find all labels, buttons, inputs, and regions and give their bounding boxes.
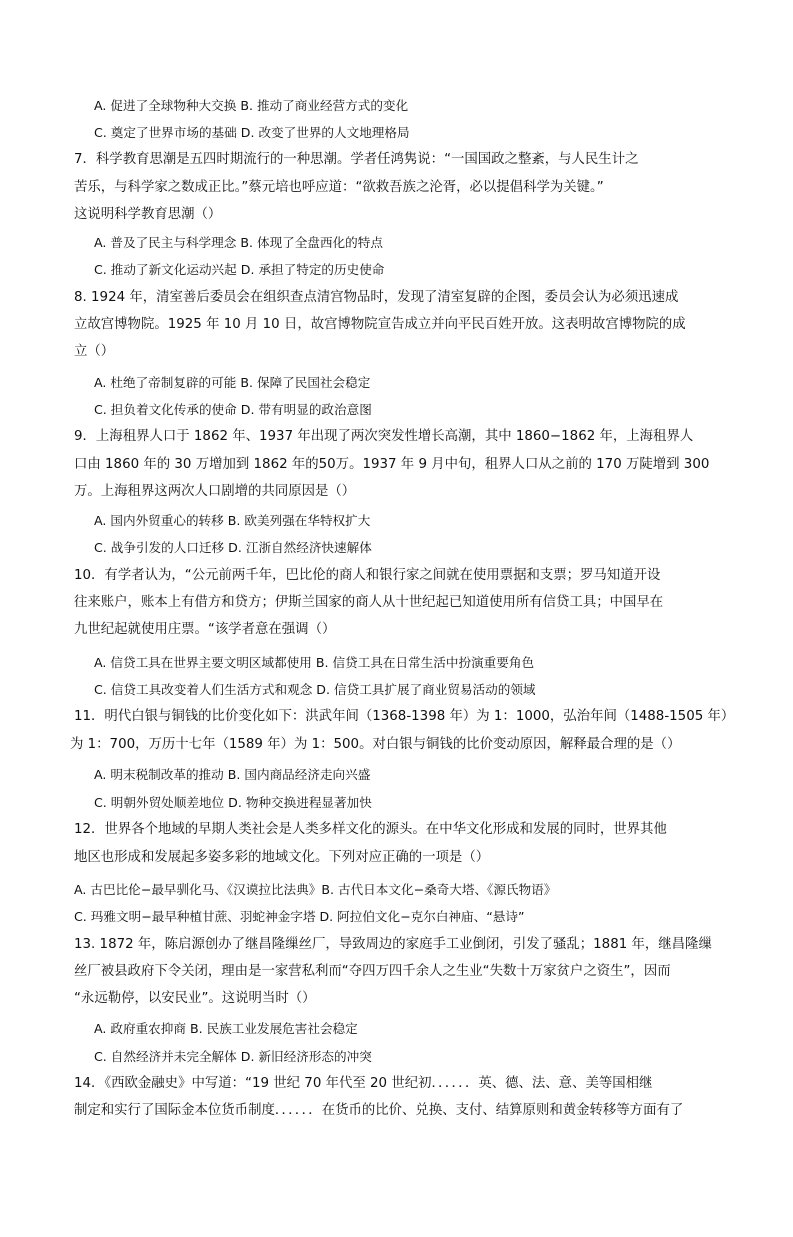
- q8-stem-line1: 8. 1924 年，清室善后委员会在组织查点清宫物品时，发现了清室复辟的企图，委员会认为必须迅速成: [74, 290, 679, 305]
- q11-options-ab: A. 明末税制改革的推动 B. 国内商品经济走向兴盛: [94, 767, 371, 782]
- q8-options-ab: A. 杜绝了帝制复辟的可能 B. 保障了民国社会稳定: [94, 375, 371, 390]
- q14-stem-line1: 14．《西欧金融史》中写道：“19 世纪 70 年代至 20 世纪初．．．．．．英、德、法、意、美等国相继: [74, 1076, 653, 1091]
- q8-stem-line2: 立故宫博物院。1925 年 10 月 10 日，故宫博物院宣告成立并向平民百姓开放。这表明故宫博物院的成: [74, 317, 686, 332]
- q7-options-cd: C. 推动了新文化运动兴起 D. 承担了特定的历史使命: [94, 262, 385, 277]
- q13-stem-line3: “永远勒停，以安民业”。这说明当时（）: [74, 991, 316, 1006]
- q9-options-cd: C. 战争引发的人口迁移 D. 江浙自然经济快速解体: [94, 540, 372, 555]
- q7-options-ab: A. 普及了民主与科学理念 B. 体现了全盘西化的特点: [94, 235, 383, 250]
- q9-stem-line2: 口由 1860 年的 30 万增加到 1862 年的50万。1937 年 9 月中旬，租界人口从之前的 170 万陡增到 300: [74, 457, 710, 472]
- q10-options-ab: A. 信贷工具在世界主要文明区域都使用 B. 信贷工具在日常生活中扮演重要角色: [94, 655, 535, 670]
- q9-options-ab: A. 国内外贸重心的转移 B. 欧美列强在华特权扩大: [94, 513, 371, 528]
- q13-options-cd: C. 自然经济并未完全解体 D. 新旧经济形态的冲突: [94, 1049, 372, 1064]
- q11-stem-line2: 为 1：700，万历十七年（1589 年）为 1：500。对白银与铜钱的比价变动原因，解释最合理的是（）: [70, 737, 681, 752]
- q10-stem-line1: 10．有学者认为，“公元前两千年，巴比伦的商人和银行家之间就在使用票据和支票；罗马知道开设: [74, 568, 661, 583]
- q10-stem-line3: 九世纪起就使用庄票。“该学者意在强调（）: [74, 622, 336, 637]
- q12-options-cd: C. 玛雅文明−最早种植甘蔗、羽蛇神金字塔 D. 阿拉伯文化−克尔白神庙、“悬诗”: [74, 909, 525, 924]
- q12-stem-line1: 12．世界各个地域的早期人类社会是人类多样文化的源头。在中华文化形成和发展的同时，世界其他: [74, 822, 667, 837]
- q9-stem-line1: 9．上海租界人口于 1862 年、1937 年出现了两次突发性增长高潮，其中 1860−1862 年，上海租界人: [74, 429, 694, 444]
- q9-stem-line3: 万。上海租界这两次人口剧增的共同原因是（）: [74, 484, 356, 499]
- q7-stem-line2: 苦乐，与科学家之数成正比。”蔡元培也呼应道：“欲救吾族之沦胥，必以提倡科学为关键。”: [74, 180, 604, 195]
- q11-stem-line1: 11．明代白银与铜钱的比价变化如下：洪武年间（1368-1398 年）为 1：1000，弘治年间（1488-1505 年）: [74, 709, 735, 724]
- q11-options-cd: C. 明朝外贸处顺差地位 D. 物种交换进程显著加快: [94, 795, 372, 810]
- q13-options-ab: A. 政府重农抑商 B. 民族工业发展危害社会稳定: [94, 1021, 358, 1036]
- q13-stem-line2: 丝厂被县政府下令关闭，理由是一家营私利而“夺四万四千余人之生业“失数十万家贫户之资生”，因而: [74, 964, 671, 979]
- q14-stem-line2: 制定和实行了国际金本位货币制度．．．．．．在货币的比价、兑换、支付、结算原则和黄金转移等方面有了: [74, 1103, 684, 1118]
- q6-options-cd: C. 奠定了世界市场的基础 D. 改变了世界的人文地理格局: [94, 125, 410, 140]
- q10-stem-line2: 往来账户，账本上有借方和贷方；伊斯兰国家的商人从十世纪起已知道使用所有信贷工具；中国早在: [74, 595, 664, 610]
- q7-stem-line3: 这说明科学教育思潮（）: [74, 207, 222, 222]
- q8-stem-line3: 立（）: [74, 344, 115, 359]
- q12-options-ab: A. 古巴比伦−最早驯化马、《汉谟拉比法典》B. 古代日本文化−桑奇大塔、《源氏物语》: [74, 882, 557, 897]
- q13-stem-line1: 13. 1872 年，陈启源创办了继昌隆缫丝厂，导致周边的家庭手工业倒闭，引发了骚乱；1881 年，继昌隆缫: [74, 937, 712, 952]
- q12-stem-line2: 地区也形成和发展起多姿多彩的地域文化。下列对应正确的一项是（）: [74, 850, 490, 865]
- q10-options-cd: C. 信贷工具改变着人们生活方式和观念 D. 信贷工具扩展了商业贸易活动的领域: [94, 682, 536, 697]
- q7-stem-line1: 7．科学教育思潮是五四时期流行的一种思潮。学者任鸿隽说：“一国国政之整紊，与人民生计之: [74, 152, 639, 167]
- q6-options-ab: A. 促进了全球物种大交换 B. 推动了商业经营方式的变化: [94, 98, 409, 113]
- q8-options-cd: C. 担负着文化传承的使命 D. 带有明显的政治意图: [94, 402, 372, 417]
